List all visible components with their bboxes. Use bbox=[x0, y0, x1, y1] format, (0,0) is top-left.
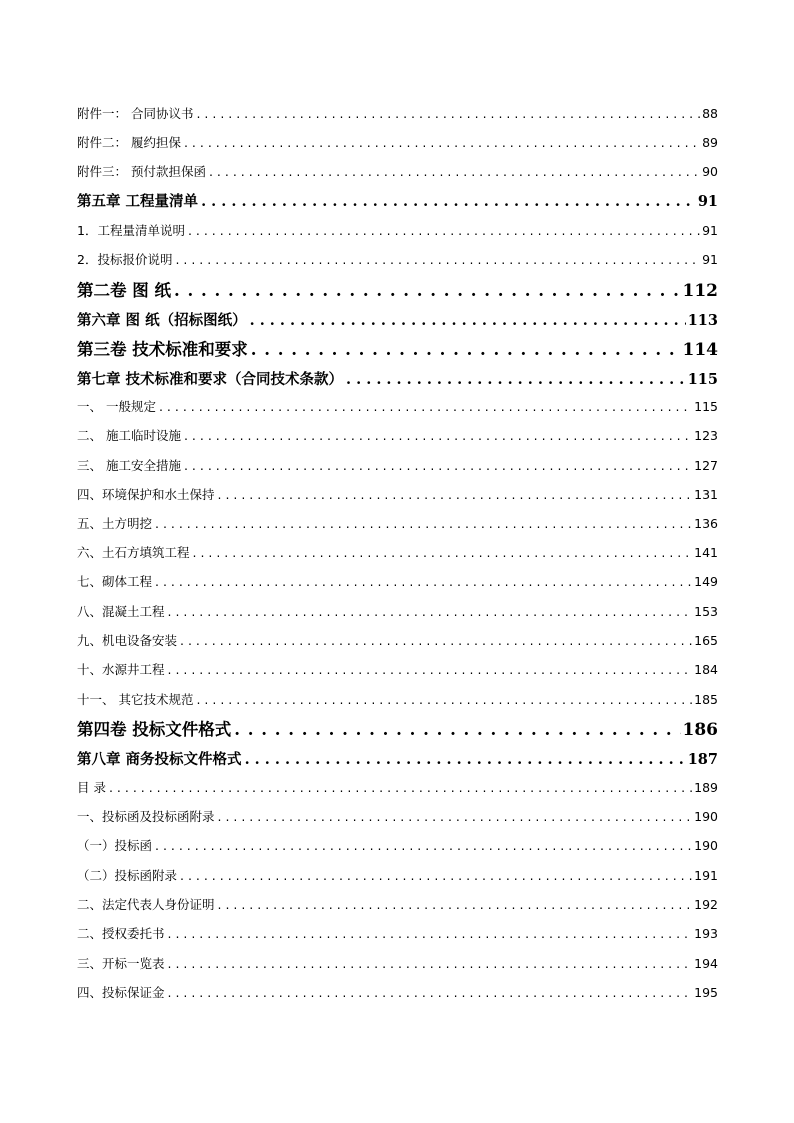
toc-entry[interactable] bbox=[77, 133, 718, 151]
toc-entry-page-number: 90 bbox=[702, 164, 718, 179]
dot-leader bbox=[234, 720, 680, 739]
toc-entry-title: 第八章 商务投标文件格式 bbox=[77, 751, 242, 768]
toc-entry[interactable] bbox=[77, 572, 718, 590]
toc-entry[interactable] bbox=[77, 221, 718, 239]
toc-entry-page-number: 190 bbox=[694, 838, 718, 853]
toc-entry-page-number: 115 bbox=[687, 371, 718, 388]
toc-entry[interactable] bbox=[77, 778, 718, 796]
toc-entry-page-number: 189 bbox=[694, 780, 718, 795]
toc-entry-title: 三、开标一览表 bbox=[77, 956, 165, 971]
dot-leader bbox=[180, 868, 692, 883]
toc-entry[interactable] bbox=[77, 836, 718, 854]
toc-entry-page-number: 165 bbox=[694, 633, 718, 648]
toc-entry[interactable] bbox=[77, 190, 718, 211]
toc-entry[interactable] bbox=[77, 954, 718, 972]
toc-entry-title: 一、 一般规定 bbox=[77, 399, 156, 414]
toc-entry-page-number: 123 bbox=[694, 428, 718, 443]
toc-entry-page-number: 195 bbox=[694, 985, 718, 1000]
toc-entry-title: 2．投标报价说明 bbox=[77, 252, 173, 267]
dot-leader bbox=[168, 926, 693, 941]
toc-entry[interactable] bbox=[77, 336, 718, 360]
toc-entry[interactable] bbox=[77, 250, 718, 268]
toc-entry-title: 十一、 其它技术规范 bbox=[77, 692, 194, 707]
toc-entry[interactable] bbox=[77, 104, 718, 122]
dot-leader bbox=[184, 428, 692, 443]
toc-entry[interactable] bbox=[77, 866, 718, 884]
dot-leader bbox=[193, 545, 693, 560]
toc-entry-title: 六、土石方填筑工程 bbox=[77, 545, 190, 560]
toc-entry-page-number: 131 bbox=[694, 487, 718, 502]
toc-entry[interactable] bbox=[77, 309, 718, 330]
dot-leader bbox=[168, 662, 693, 677]
dot-leader bbox=[346, 371, 686, 388]
toc-entry[interactable] bbox=[77, 748, 718, 769]
dot-leader bbox=[209, 164, 700, 179]
toc-entry-title: 四、投标保证金 bbox=[77, 985, 165, 1000]
toc-entry-page-number: 91 bbox=[697, 193, 718, 210]
dot-leader bbox=[155, 516, 692, 531]
toc-entry[interactable] bbox=[77, 277, 718, 301]
toc-entry-page-number: 191 bbox=[694, 868, 718, 883]
toc-entry-page-number: 185 bbox=[694, 692, 718, 707]
toc-entry[interactable] bbox=[77, 716, 718, 740]
toc-entry[interactable] bbox=[77, 807, 718, 825]
toc-entry-title: 附件三： 预付款担保函 bbox=[77, 164, 206, 179]
dot-leader bbox=[218, 809, 693, 824]
dot-leader bbox=[159, 399, 692, 414]
toc-entry[interactable] bbox=[77, 924, 718, 942]
toc-entry-title: 十、水源井工程 bbox=[77, 662, 165, 677]
toc-entry[interactable] bbox=[77, 602, 718, 620]
toc-entry-page-number: 112 bbox=[682, 281, 718, 301]
toc-entry-title: 第六章 图 纸（招标图纸） bbox=[77, 312, 247, 329]
toc-entry-title: 三、 施工安全措施 bbox=[77, 458, 181, 473]
toc-entry[interactable] bbox=[77, 426, 718, 444]
dot-leader bbox=[180, 633, 692, 648]
toc-entry-page-number: 184 bbox=[694, 662, 718, 677]
toc-entry-title: 附件一： 合同协议书 bbox=[77, 106, 194, 121]
toc-entry-title: 1．工程量清单说明 bbox=[77, 223, 185, 238]
toc-entry-page-number: 127 bbox=[694, 458, 718, 473]
toc-entry-page-number: 192 bbox=[694, 897, 718, 912]
toc-entry-page-number: 193 bbox=[694, 926, 718, 941]
toc-entry-page-number: 88 bbox=[702, 106, 718, 121]
toc-entry[interactable] bbox=[77, 456, 718, 474]
toc-entry[interactable] bbox=[77, 983, 718, 1001]
toc-entry-page-number: 89 bbox=[702, 135, 718, 150]
toc-entry-title: 附件二： 履约担保 bbox=[77, 135, 181, 150]
toc-entry-page-number: 115 bbox=[694, 399, 718, 414]
dot-leader bbox=[188, 223, 700, 238]
dot-leader bbox=[168, 604, 693, 619]
toc-entry-title: 五、土方明挖 bbox=[77, 516, 153, 531]
toc-entry-page-number: 141 bbox=[694, 545, 718, 560]
dot-leader bbox=[184, 135, 700, 150]
toc-entry[interactable] bbox=[77, 631, 718, 649]
toc-entry-title: 第二卷 图 纸 bbox=[77, 281, 171, 300]
dot-leader bbox=[168, 985, 693, 1000]
dot-leader bbox=[155, 574, 692, 589]
toc-entry-title: 四、环境保护和水土保持 bbox=[77, 487, 215, 502]
toc-entry[interactable] bbox=[77, 397, 718, 415]
toc-entry-title: 九、机电设备安装 bbox=[77, 633, 178, 648]
toc-entry-title: 二、 施工临时设施 bbox=[77, 428, 181, 443]
toc-entry-page-number: 153 bbox=[694, 604, 718, 619]
toc-entry[interactable] bbox=[77, 368, 718, 389]
toc-entry-page-number: 187 bbox=[687, 751, 718, 768]
dot-leader bbox=[245, 751, 686, 768]
toc-entry-title: 目 录 bbox=[77, 780, 106, 795]
dot-leader bbox=[196, 692, 692, 707]
dot-leader bbox=[218, 487, 693, 502]
dot-leader bbox=[251, 340, 681, 359]
dot-leader bbox=[218, 897, 693, 912]
toc-entry[interactable] bbox=[77, 162, 718, 180]
toc-entry[interactable] bbox=[77, 690, 718, 708]
toc-entry-title: 七、砌体工程 bbox=[77, 574, 153, 589]
toc-entry[interactable] bbox=[77, 660, 718, 678]
toc-entry[interactable] bbox=[77, 485, 718, 503]
dot-leader bbox=[184, 458, 692, 473]
toc-entry-page-number: 186 bbox=[682, 720, 718, 740]
toc-entry-title: （一）投标函 bbox=[77, 838, 153, 853]
toc-entry-title: 第五章 工程量清单 bbox=[77, 193, 199, 210]
toc-entry-page-number: 136 bbox=[694, 516, 718, 531]
toc-entry-title: （二）投标函附录 bbox=[77, 868, 178, 883]
dot-leader bbox=[174, 281, 681, 300]
dot-leader bbox=[201, 193, 696, 210]
dot-leader bbox=[175, 252, 700, 267]
toc-entry[interactable] bbox=[77, 514, 718, 532]
toc-entry-title: 二、授权委托书 bbox=[77, 926, 165, 941]
dot-leader bbox=[168, 956, 693, 971]
toc-entry-page-number: 113 bbox=[687, 312, 718, 329]
toc-entry-title: 二、法定代表人身份证明 bbox=[77, 897, 215, 912]
toc-entry-page-number: 91 bbox=[702, 223, 718, 238]
dot-leader bbox=[196, 106, 700, 121]
toc-entry-page-number: 190 bbox=[694, 809, 718, 824]
toc-entry-title: 第七章 技术标准和要求（合同技术条款） bbox=[77, 371, 344, 388]
dot-leader bbox=[250, 312, 686, 329]
toc-entry-title: 八、混凝土工程 bbox=[77, 604, 165, 619]
toc-entry-title: 第四卷 投标文件格式 bbox=[77, 720, 232, 739]
toc-entry-title: 一、投标函及投标函附录 bbox=[77, 809, 215, 824]
toc-entry-page-number: 149 bbox=[694, 574, 718, 589]
dot-leader bbox=[155, 838, 692, 853]
toc-entry-title: 第三卷 技术标准和要求 bbox=[77, 340, 248, 359]
dot-leader bbox=[109, 780, 692, 795]
toc-entry[interactable] bbox=[77, 895, 718, 913]
toc-entry[interactable] bbox=[77, 543, 718, 561]
toc-entry-page-number: 194 bbox=[694, 956, 718, 971]
toc-entry-page-number: 114 bbox=[682, 340, 718, 360]
toc-entry-page-number: 91 bbox=[702, 252, 718, 267]
